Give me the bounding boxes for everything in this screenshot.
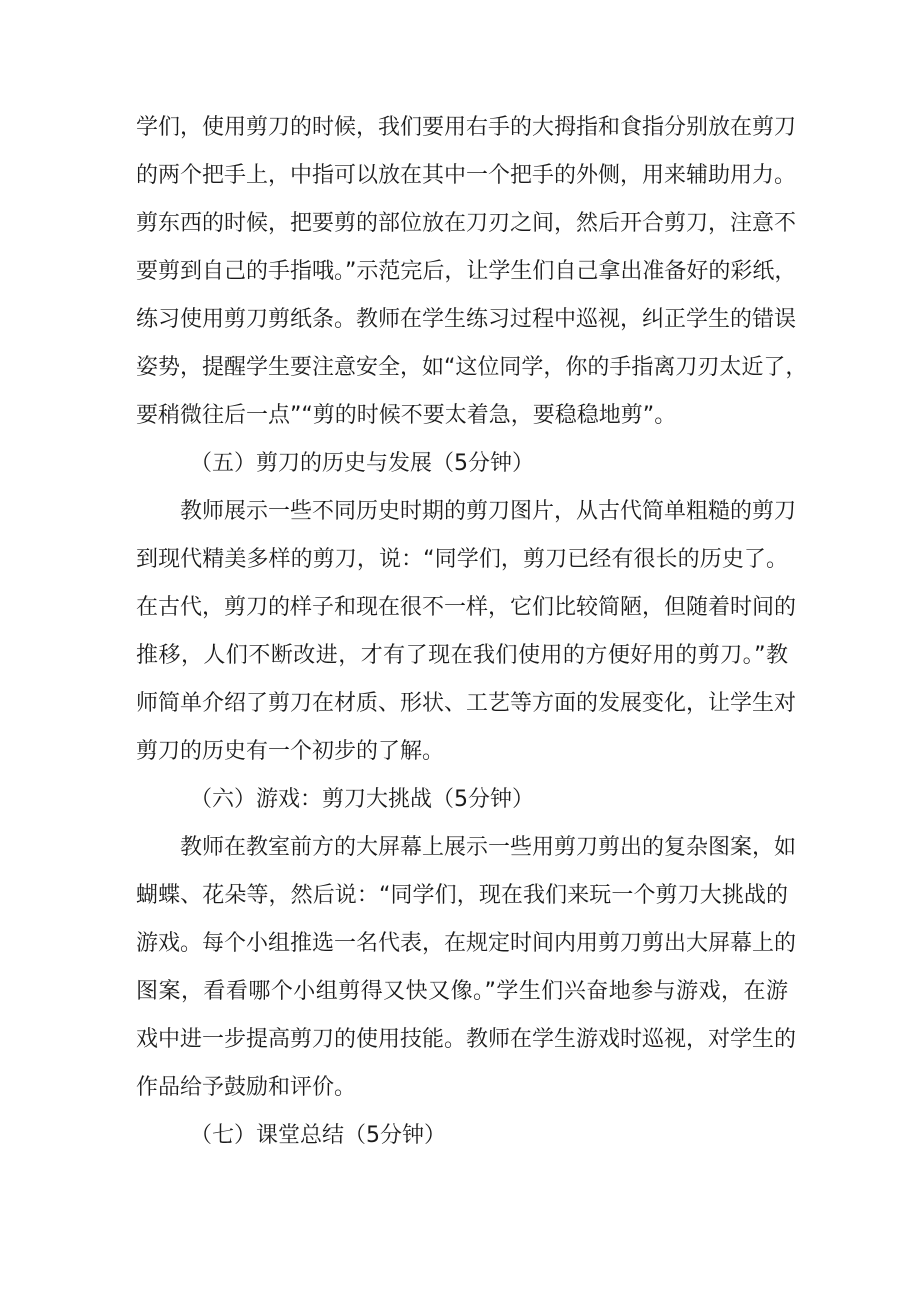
text-line: 剪东西的时候，把要剪的部位放在刀刃之间，然后开合剪刀，注意不 xyxy=(136,211,797,236)
text-line: 蝴蝶、花朵等，然后说：“同学们，现在我们来玩一个剪刀大挑战的 xyxy=(136,883,788,908)
section-heading-summary: （七）课堂总结（5分钟） xyxy=(190,1123,446,1148)
text-line: 到现代精美多样的剪刀，说：“同学们，剪刀已经有很长的历史了。 xyxy=(136,547,788,572)
text-line: 要稍微往后一点”“剪的时候不要太着急，要稳稳地剪”。 xyxy=(136,403,677,428)
paragraph-scissors-game xyxy=(136,830,797,1106)
text-line: 要剪到自己的手指哦。”示范完后，让学生们自己拿出准备好的彩纸， xyxy=(136,259,797,284)
text-line: 练习使用剪刀剪纸条。教师在学生练习过程中巡视，纠正学生的错误 xyxy=(136,307,797,332)
text-line: 戏中进一步提高剪刀的使用技能。教师在学生游戏时巡视，对学生的 xyxy=(136,1027,797,1052)
text-line: 学们，使用剪刀的时候，我们要用右手的大拇指和食指分别放在剪刀 xyxy=(136,115,797,140)
text-line: 作品给予鼓励和评价。 xyxy=(136,1075,357,1100)
section-heading-game: （六）游戏：剪刀大挑战（5分钟） xyxy=(190,787,534,812)
text-line: 师简单介绍了剪刀在材质、形状、工艺等方面的发展变化，让学生对 xyxy=(136,691,797,716)
text-line: 剪刀的历史有一个初步的了解。 xyxy=(136,739,445,764)
text-line: 的两个把手上，中指可以放在其中一个把手的外侧，用来辅助用力。 xyxy=(136,163,797,188)
paragraph-scissors-demo xyxy=(136,110,808,434)
section-heading-history: （五）剪刀的历史与发展（5分钟） xyxy=(190,451,534,476)
text-line: 教师在教室前方的大屏幕上展示一些用剪刀剪出的复杂图案，如 xyxy=(180,835,797,860)
text-line: 推移，人们不断改进，才有了现在我们使用的方便好用的剪刀。”教 xyxy=(136,643,788,668)
text-line: 图案，看看哪个小组剪得又快又像。”学生们兴奋地参与游戏，在游 xyxy=(136,979,788,1004)
document-page xyxy=(136,110,808,1166)
paragraph-scissors-history xyxy=(136,494,797,770)
text-line: 在古代，剪刀的样子和现在很不一样，它们比较简陋，但随着时间的 xyxy=(136,595,797,620)
text-line: 教师展示一些不同历史时期的剪刀图片，从古代简单粗糙的剪刀 xyxy=(180,499,797,524)
text-line: 姿势，提醒学生要注意安全，如“这位同学，你的手指离刀刃太近了， xyxy=(136,355,808,380)
text-line: 游戏。每个小组推选一名代表，在规定时间内用剪刀剪出大屏幕上的 xyxy=(136,931,797,956)
